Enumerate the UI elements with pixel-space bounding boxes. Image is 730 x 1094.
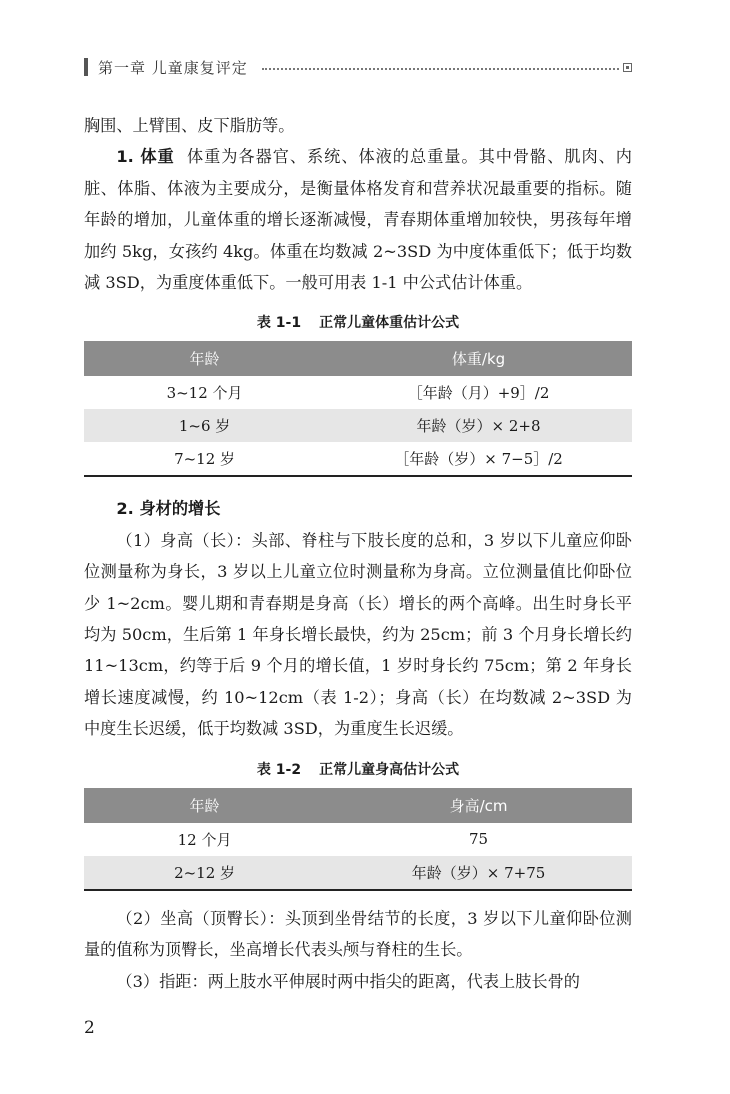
table-cell: 3~12 个月: [166, 384, 243, 403]
table-header-cell: 年龄: [84, 341, 325, 376]
running-header: [84, 56, 632, 78]
table-cell: 7~12 岁: [174, 450, 236, 469]
header-dotted-rule: [262, 68, 619, 70]
paragraph-sitting-height: （2）坐高（顶臀长）：头顶到坐骨结节的长度，3 岁以下儿童仰卧位测量的值称为顶臀长，坐高增长代表头颅与脊柱的生长。: [84, 908, 632, 960]
table-cell: 2~12 岁: [84, 856, 325, 890]
table-row: [84, 409, 632, 442]
table-header-cell: 体重/kg: [325, 341, 632, 376]
paragraph-weight-text: 体重为各器官、系统、体液的总重量。其中骨骼、肌肉、内脏、体脂、体液为主要成分，是衡量体格发育和营养状况最重要的指标。随年龄的增加，儿童体重的增长逐渐减慢，青春期体重增加较快，男孩每年增加约 5kg，女孩约 4kg。体重在均数减 2~3SD 为中度体重低下；低于均数减 3SD，为重度体重低下。一般可用表 1-1 中公式估计体重。: [84, 147, 632, 293]
table-header-row: [84, 341, 632, 376]
paragraph-continued: 胸围、上臂围、皮下脂肪等。: [84, 116, 295, 135]
table-row: [84, 442, 632, 476]
table-2-number: 表 1-2: [256, 761, 302, 778]
table-row: [84, 823, 632, 856]
table-1-caption: [84, 312, 632, 332]
table-2-caption: [84, 759, 632, 779]
table-cell: 12 个月: [177, 830, 232, 849]
chapter-title: 第一章 儿童康复评定: [98, 58, 248, 77]
table-header-row: [84, 788, 632, 823]
table-header-cell: 身高/cm: [325, 788, 632, 823]
header-end-mark-icon: [623, 63, 632, 72]
table-cell: 年龄（岁）× 7+75: [325, 856, 632, 890]
table-row: [84, 856, 632, 890]
page-number: 2: [84, 1018, 95, 1038]
table-cell: 年龄（岁）× 2+8: [325, 409, 632, 442]
table-header-cell: 年龄: [84, 788, 325, 823]
page-body: [84, 110, 632, 997]
table-1: [84, 341, 632, 477]
table-cell: ［年龄（月）+9］/2: [407, 384, 550, 403]
table-2-title: 正常儿童身高估计公式: [319, 761, 460, 778]
table-2: [84, 788, 632, 891]
table-1-number: 表 1-1: [256, 315, 302, 332]
paragraph-height: （1）身高（长）：头部、脊柱与下肢长度的总和，3 岁以下儿童应仰卧位测量称为身长，3 岁以上儿童立位时测量称为身高。立位测量值比仰卧位少 1~2cm。婴儿期和青春期是身高（长）增长的两个高峰。出生时身长平均为 50cm，生后第 1 年身长增长最快，约为 25cm；前 3 个月身长增长约 11~13cm，约等于后 9 个月的增长值，1 岁时身长约 75cm；第 2 年身长增长速度减慢，约 10~12cm（表 1-2）；身高（长）在均数减 2~3SD 为中度生长迟缓，低于均数减 3SD，为重度生长迟缓。: [84, 530, 632, 739]
table-1-title: 正常儿童体重估计公式: [319, 315, 460, 332]
paragraph-weight: [84, 141, 632, 298]
table-cell: 75: [469, 830, 489, 849]
section-heading-growth: [84, 493, 632, 524]
paragraph-arm-span: （3）指距：两上肢水平伸展时两中指尖的距离，代表上肢长骨的: [116, 971, 580, 991]
table-row: [84, 376, 632, 409]
table-cell: ［年龄（岁）× 7−5］/2: [394, 450, 563, 469]
section-label-growth: 2. 身材的增长: [116, 499, 221, 519]
section-label-weight: 1. 体重: [116, 147, 175, 167]
header-bar: [84, 58, 88, 76]
table-cell: 1~6 岁: [84, 409, 325, 442]
